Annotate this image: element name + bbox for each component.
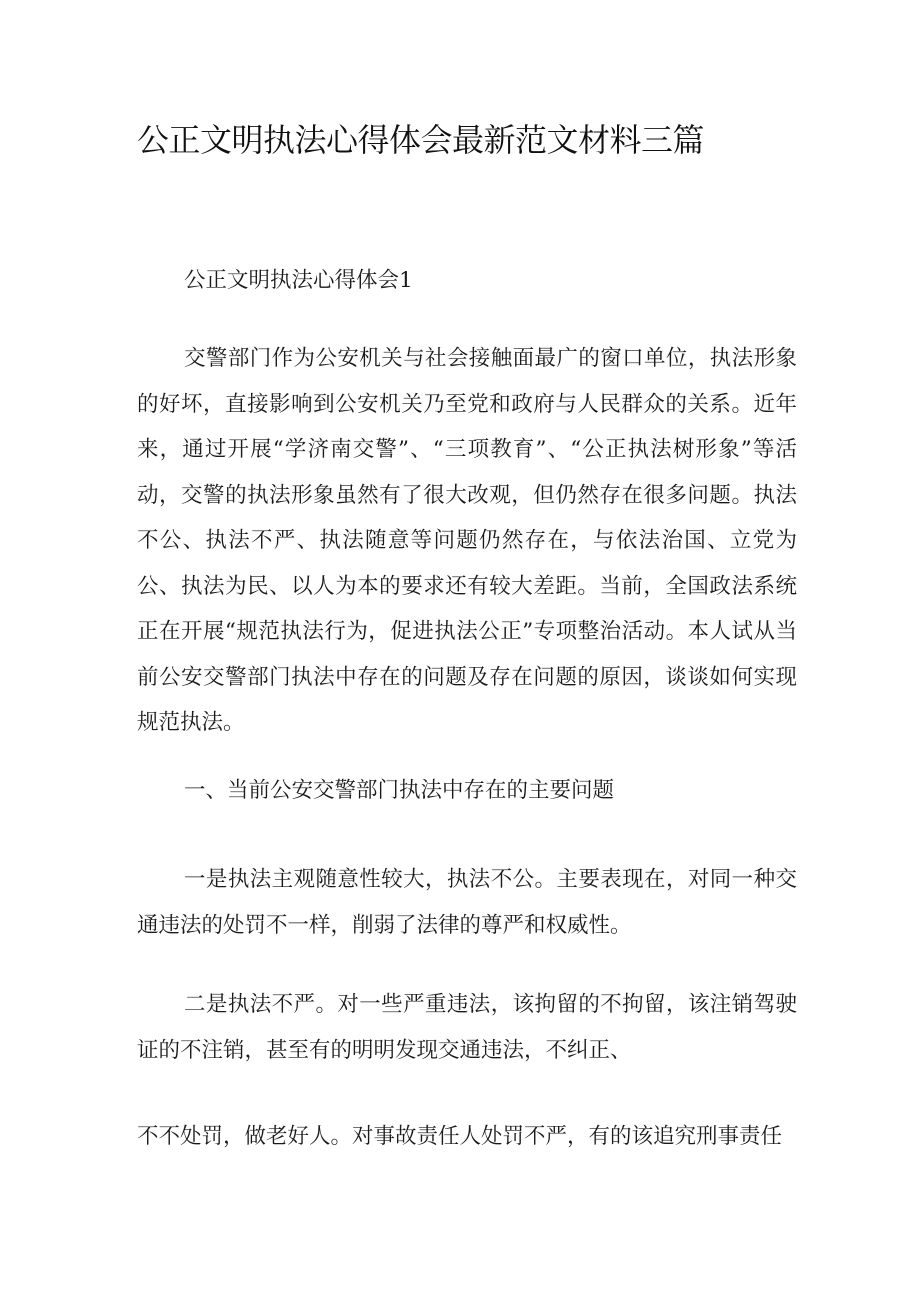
continuation-paragraph: 不不处罚，做老好人。对事故责任人处罚不严，有的该追究刑事责任 <box>137 1124 783 1149</box>
document-title: 公正文明执法心得体会最新范文材料三篇 <box>137 121 705 159</box>
point-two-paragraph: 二是执法不严。对一些严重违法，该拘留的不拘留，该注销驾驶证的不注销，甚至有的明明发现交通违法，不纠正、 <box>137 992 797 1063</box>
point-one-paragraph: 一是执法主观随意性较大，执法不公。主要表现在，对同一种交通违法的处罚不一样，削弱了法律的尊严和权威性。 <box>137 867 797 938</box>
section-heading: 一、当前公安交警部门执法中存在的主要问题 <box>184 778 615 803</box>
intro-paragraph: 交警部门作为公安机关与社会接触面最广的窗口单位，执法形象的好坏，直接影响到公安机关乃至党和政府与人民群众的关系。近年来，通过开展“学济南交警”、“三项教育”、“公正执法树形象”等活动，交警的执法形象虽然有了很大改观，但仍然存在很多问题。执法不公、执法不严、执法随意等问题仍然存在，与依法治国、立党为公、执法为民、以人为本的要求还有较大差距。当前，全国政法系统正在开展“规范执法行为，促进执法公正”专项整治活动。本人试从当前公安交警部门执法中存在的问题及存在问题的原因，谈谈如何实现规范执法。 <box>137 346 797 735</box>
section-subtitle: 公正文明执法心得体会1 <box>184 268 413 293</box>
